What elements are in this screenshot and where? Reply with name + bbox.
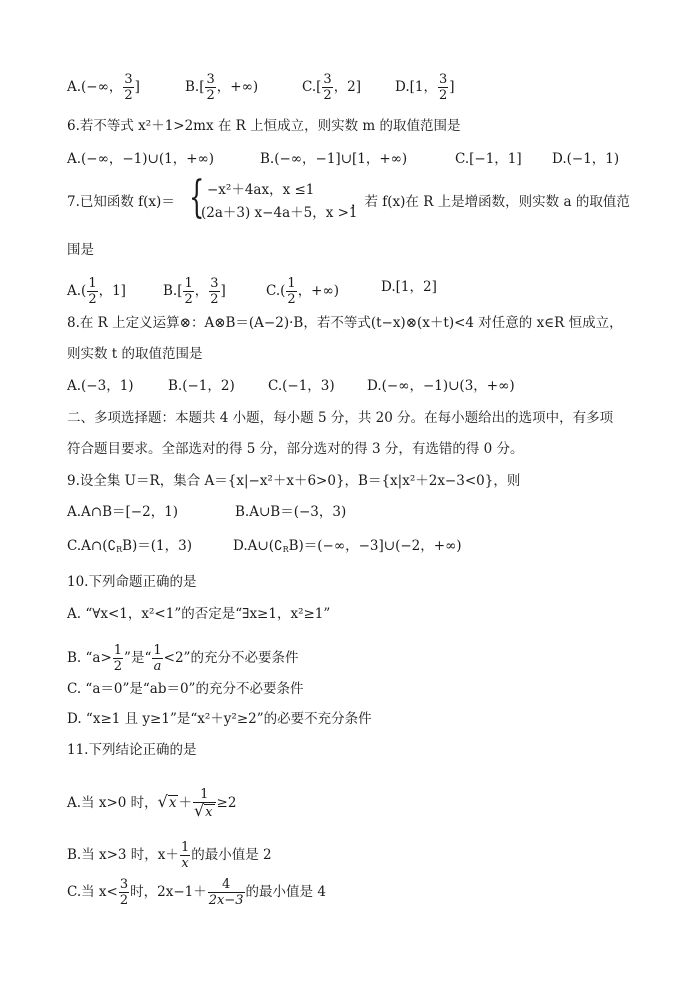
q5-option-a: A.(−∞， $\frac{3}{2}$ ] [67, 72, 140, 103]
q8-stem: 8.在 R 上定义运算⊗：A⊗B＝(A−2)·B，若不等式(t−x)⊗(x＋t)<4 对任意的 x∈R 恒成立， [67, 315, 623, 331]
q7-option-c: C.( $\frac{1}{2}$ ，+∞) [266, 276, 340, 307]
q6-stem: 6.若不等式 x²＋1>2mx 在 R 上恒成立，则实数 m 的取值范围是 [67, 118, 461, 134]
q11-option-a: A.当 x>0 时，√x ＋ $\frac{1}{√x}$ ≥2 [67, 787, 237, 820]
q5-option-d: D.[1， $\frac{3}{2}$ ] [395, 72, 455, 103]
q11-stem: 11.下列结论正确的是 [67, 742, 197, 758]
complement-symbol: ∁ [107, 538, 117, 554]
q8-option-a: A.(−3，1) [67, 378, 134, 394]
q10-option-b: B. “a> $\frac{1}{2}$ ”是“ $\frac{1}{a}$ <2”的充分不必要条件 [67, 643, 299, 674]
section-heading-multiple-choice: 二、多项选择题：本题共 4 小题，每小题 5 分，共 20 分。在每小题给出的选项中，有多项 [67, 410, 614, 426]
q10-option-a: A. “∀x<1，x²<1”的否定是“∃x≥1，x²≥1” [67, 606, 331, 622]
q11-option-c: C.当 x< $\frac{3}{2}$ 时，2x−1＋ $\frac{4}{2x-3}$ 的最小值是 4 [67, 877, 326, 908]
q7-piece-1: −x²＋4ax，x ≤1 [207, 182, 315, 198]
q7-stem-prefix: 7.已知函数 f(x)＝ [67, 194, 175, 210]
q8-stem-continued: 则实数 t 的取值范围是 [67, 346, 203, 362]
q8-option-d: D.(−∞，−1)∪(3，+∞) [367, 378, 515, 394]
q10-stem: 10.下列命题正确的是 [67, 574, 197, 590]
piecewise-brace: { [189, 172, 205, 223]
q10-option-d: D. “x≥1 且 y≥1”是“x²＋y²≥2”的必要不充分条件 [67, 711, 372, 727]
sqrt-sign: √ [193, 801, 205, 820]
q6-option-d: D.(−1，1) [552, 151, 620, 167]
q8-option-c: C.(−1，3) [268, 378, 335, 394]
q10-option-c: C. “a＝0”是“ab＝0”的充分不必要条件 [67, 681, 304, 697]
q11-option-b: B.当 x>3 时，x＋ $\frac{1}{x}$ 的最小值是 2 [67, 840, 272, 871]
q7-option-a: A.( $\frac{1}{2}$ ，1] [67, 276, 126, 307]
sqrt-sign: √ [157, 792, 168, 811]
q7-stem-suffix: ，若 f(x)在 R 上是增函数，则实数 a 的取值范 [351, 194, 630, 210]
section-instructions: 符合题目要求。全部选对的得 5 分，部分选对的得 3 分，有选错的得 0 分。 [67, 441, 524, 457]
q9-option-a: A.A∩B＝[−2，1) [67, 504, 179, 520]
q9-option-d: $D.A\cup(∁_RB)=(-\infty$，−3]∪(−2，+∞) [233, 538, 462, 554]
q9-option-c: $C.A\cap(∁_RB)=(1$，3) [67, 538, 192, 554]
q6-option-a: A.(−∞，−1)∪(1，+∞) [67, 151, 215, 167]
q7-piece-2: (2a＋3) x−4a＋5，x >1 [201, 205, 358, 221]
q9-stem: 9.设全集 U＝R，集合 A＝{x|−x²＋x＋6>0}，B＝{x|x²＋2x−3<0}，则 [67, 473, 521, 489]
q6-option-c: C.[−1，1] [455, 151, 522, 167]
q7-option-d: D.[1，2] [381, 279, 437, 295]
q6-option-b: B.(−∞，−1]∪[1，+∞) [260, 151, 408, 167]
q8-option-b: B.(−1，2) [168, 378, 235, 394]
q7-stem-continued: 围是 [67, 242, 94, 258]
q9-option-b: B.A∪B＝(−3，3) [235, 504, 347, 520]
complement-symbol: ∁ [273, 538, 283, 554]
q5-option-b: B.[ $\frac{3}{2}$ ，+∞) [185, 72, 259, 103]
q7-option-b: B.[ $\frac{1}{2}$ ， $\frac{3}{2}$ ] [163, 276, 226, 307]
q5-option-c: C.[ $\frac{3}{2}$ ，2] [302, 72, 362, 103]
